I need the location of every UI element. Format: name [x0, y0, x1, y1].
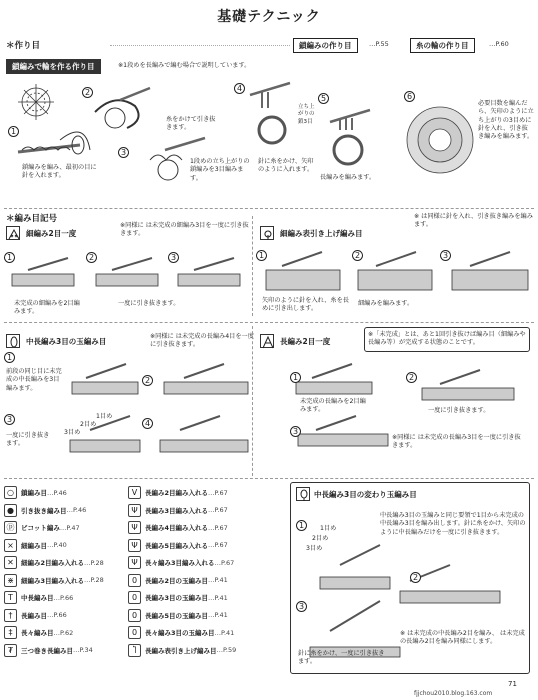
caption-fpsc-1: 矢印のように針を入れ、糸を長めに引き出します。	[262, 297, 349, 313]
stitch-symbol-icon: Ⴈ	[128, 644, 141, 657]
legend-label: 長編み表引き上げ編み目	[145, 646, 217, 655]
stitch-symbol-icon: T	[4, 591, 17, 604]
ref-ring-page: …P.60	[489, 40, 509, 48]
step-number-2: 2	[86, 252, 97, 263]
caption-step-6: 必要目数を編んだら、矢印のように立ち上がりの3目めに針を入れ、引き抜き編みを編みます。	[478, 100, 534, 141]
label-1st: 1目め	[96, 413, 113, 420]
legend-item	[4, 554, 128, 572]
legend-label: 長編み2目の玉編み目	[145, 576, 209, 585]
legend-label: 長編み5目の玉編み目	[145, 611, 209, 620]
stitch-symbol-icon: ⓟ	[4, 521, 17, 534]
stitch-symbol-icon: 0	[128, 574, 141, 587]
caption-step-1: 鎖編みを編み、最初の目に針を入れます。	[22, 164, 97, 180]
divider	[4, 478, 534, 479]
caption-step-3: 1段めの立ち上がりの鎖編みを3目編みます。	[190, 158, 250, 182]
step-number-6: 6	[404, 91, 415, 102]
caption-dc2tog-1: 未完成の長編みを2目編みます。	[300, 398, 366, 414]
legend-label: 長編み5目編み入れる	[145, 541, 209, 550]
legend-item	[128, 554, 288, 572]
asterisk-icon: ＊	[6, 41, 15, 51]
stitch-symbol-icon: ‡	[4, 626, 17, 639]
panel-note-fpsc: ※ は同様に針を入れ、引き抜き編みを編みます。	[414, 213, 533, 229]
legend-page-ref: …P.46	[47, 488, 67, 497]
legend-page-ref: …P.67	[214, 558, 235, 567]
variant-intro: 中長編み3目の玉編みと同じ要領で1目から未完成の中長編み3目を編み出します。針に糸をかけ、矢印のように中長編みだけを一度に引き抜きます。	[380, 512, 526, 536]
caption-step-4: 針に糸をかけ、矢印のように入れます。	[258, 158, 314, 174]
step-number-3: 3	[440, 250, 451, 261]
page-title: 基礎テクニック	[217, 9, 321, 25]
panel-note-sc2tog: ※同様に は未完成の細編み3目を一度に引き抜きます。	[120, 222, 249, 238]
stitch-symbol-icon: Ψ	[128, 539, 141, 552]
step-number-2: 2	[142, 375, 153, 386]
legend-item	[4, 624, 128, 642]
step-number-3: 3	[118, 147, 129, 158]
legend-page-ref: …P.41	[208, 593, 228, 602]
legend-page-ref: …P.41	[208, 611, 228, 620]
asterisk-icon: ＊	[6, 214, 15, 224]
legend-page-ref: …P.66	[47, 611, 67, 620]
stitch-symbol-icon: Ψ	[128, 504, 141, 517]
legend-label: 長編み2目編み入れる	[145, 489, 209, 498]
step-number-3: 3	[290, 426, 301, 437]
subhead-note: ※1段めを長編みで編む場合で説明しています。	[118, 62, 251, 69]
step-number-3: 3	[4, 414, 15, 425]
stitch-symbol-icon: Ψ	[128, 521, 141, 534]
legend-page-ref: …P.62	[53, 628, 74, 637]
legend-page-ref: …P.40	[47, 541, 67, 550]
step-number-1: 1	[296, 520, 307, 531]
legend-item	[4, 502, 128, 520]
variant-puff-symbol-icon	[296, 487, 310, 501]
caption-sc2tog-2: 一度に引き抜きます。	[118, 300, 180, 307]
legend-page-ref: …P.67	[208, 488, 228, 497]
legend-item	[4, 607, 128, 625]
step-number-1: 1	[4, 252, 15, 263]
stitch-symbol-icon: 0	[128, 609, 141, 622]
step-number-1: 1	[256, 250, 267, 261]
legend-page-ref: …P.34	[73, 646, 93, 655]
label-2nd: 2目め	[80, 421, 97, 428]
legend-item	[4, 642, 128, 660]
legend-page-ref: …P.59	[216, 646, 237, 655]
legend-label: 長々編み3目の玉編み目	[145, 629, 215, 638]
legend-item	[4, 484, 128, 502]
legend-label: 長編み4目編み入れる	[145, 524, 209, 533]
caption-variant-2: 針に糸をかけ、一度に引き抜きます。	[298, 650, 385, 666]
legend-item	[128, 589, 288, 607]
legend-page-ref: …P.67	[208, 523, 228, 532]
legend-label: 長々編み3目編み入れる	[145, 559, 215, 568]
legend-label: ピコット編み	[21, 524, 60, 533]
legend-label: 三つ巻き長編み目	[21, 646, 73, 655]
watermark: fjjchou2010.blog.163.com	[414, 690, 493, 697]
legend-item	[128, 537, 288, 555]
step-number-4: 4	[142, 418, 153, 429]
step-number-1: 1	[290, 372, 301, 383]
caption-fpsc-2: 細編みを編みます。	[358, 300, 414, 307]
step-number-1: 1	[8, 126, 19, 137]
legend-label: 細編み3目編み入れる	[21, 576, 85, 585]
legend-page-ref: …P.66	[53, 593, 74, 602]
step-number-2: 2	[352, 250, 363, 261]
label-1st: 1目め	[320, 525, 337, 532]
panel-note-hdc3-puff: ※同様に は未完成の長編み4目を一度に引き抜きます。	[150, 333, 254, 349]
caption-sc2tog-1: 未完成の細編みを2目編みます。	[14, 300, 80, 316]
step-number-5: 5	[318, 93, 329, 104]
panel-title-variant-puff: 中長編み3目の変わり玉編み目	[314, 490, 417, 499]
ref-chain-foundation: 鎖編みの作り目	[293, 38, 358, 53]
divider	[4, 322, 534, 323]
panel-title-sc2tog: 細編み2目一度	[26, 229, 77, 238]
caption-dc2tog-3: ※同様に は未完成の長編み3目を一度に引き抜きます。	[392, 434, 521, 450]
legend-page-ref: …P.67	[208, 541, 228, 550]
legend-item	[128, 502, 288, 520]
legend-item	[4, 572, 128, 590]
label-3rd: 3目め	[64, 429, 81, 436]
legend-item	[4, 519, 128, 537]
legend-label: 鎖編み目	[21, 489, 47, 498]
legend-page-ref: …P.47	[59, 523, 80, 532]
legend-page-ref: …P.28	[84, 576, 104, 585]
stitch-symbol-icon: ₮	[4, 644, 17, 657]
ref-chain-page: …P.55	[369, 40, 389, 48]
step-number-2: 2	[82, 87, 93, 98]
legend-item	[128, 572, 288, 590]
caption-hdc3-puff-1: 前段の同じ目に未完成の中長編みを3目編みます。	[6, 368, 62, 392]
legend-label: 引き抜き編み目	[21, 506, 67, 515]
label-2nd: 2目め	[312, 535, 329, 542]
hdc3-puff-symbol-icon	[6, 334, 20, 348]
legend-column-2	[128, 484, 288, 659]
legend-label: 中長編み目	[21, 594, 54, 603]
caption-dc2tog-2: 一度に引き抜きます。	[428, 407, 490, 414]
step-number-4: 4	[234, 83, 245, 94]
step-number-2: 2	[406, 372, 417, 383]
step-number-3: 3	[168, 252, 179, 263]
legend-page-ref: …P.28	[84, 558, 104, 567]
legend-page-ref: …P.41	[214, 628, 235, 637]
stitch-symbol-icon: ×	[4, 539, 17, 552]
step-number-2: 2	[410, 572, 421, 583]
dc2tog-symbol-icon	[260, 334, 274, 348]
section-label-foundation: ＊作り目	[6, 41, 41, 51]
step-number-1: 1	[4, 352, 15, 363]
stitch-symbol-icon: †	[4, 609, 17, 622]
panel-title-hdc3-puff: 中長編み3目の玉編み目	[26, 337, 107, 346]
stitch-symbol-icon: 0	[128, 626, 141, 639]
legend-label: 長編み目	[21, 611, 47, 620]
caption-hdc3-puff-3: 一度に引き抜きます。	[6, 432, 50, 448]
legend-item	[128, 607, 288, 625]
legend-item	[128, 642, 288, 660]
legend-label: 長編み3目編み入れる	[145, 506, 209, 515]
panel-note-dc2tog: ※「未完成」とは、あと1回引き抜けば編み目（細編みや長編み等）が完成する状態のことです。	[364, 327, 530, 352]
legend-item	[128, 624, 288, 642]
legend-page-ref: …P.67	[208, 506, 228, 515]
stitch-symbol-icon: Ψ	[128, 556, 141, 569]
section-label-symbols: ＊編み目記号	[6, 214, 58, 224]
caption-step-2: 糸をかけて引き抜きます。	[166, 116, 216, 132]
fpsc-symbol-icon	[260, 226, 274, 240]
legend-page-ref: …P.46	[66, 506, 87, 515]
panel-title-fpsc: 細編み表引き上げ編み目	[280, 229, 363, 238]
caption-step-4-side: 立ち上がりの鎖3目	[298, 104, 315, 125]
step-number-3: 3	[296, 601, 307, 612]
stitch-symbol-icon: ⋇	[4, 574, 17, 587]
divider	[4, 208, 534, 209]
legend-page-ref: …P.41	[208, 576, 228, 585]
legend-item	[128, 519, 288, 537]
stitch-symbol-icon: ○	[4, 486, 17, 499]
ref-ring-foundation: 糸の輪の作り目	[410, 38, 475, 53]
variant-note: ※ は未完成の中長編み2目を編み、 は未完成の長編み2目を編み同様にします。	[400, 630, 525, 646]
legend-label: 長編み3目の玉編み目	[145, 594, 209, 603]
stitch-symbol-icon: ✕	[4, 556, 17, 569]
stitch-symbol-icon: ●	[4, 504, 17, 517]
legend-label: 細編み目	[21, 541, 47, 550]
subhead-chain-ring: 鎖編みで輪を作る作り目	[6, 59, 101, 74]
panel-title-dc2tog: 長編み2目一度	[280, 337, 331, 346]
legend-label: 細編み2目編み入れる	[21, 559, 85, 568]
label-3rd: 3目め	[306, 545, 323, 552]
stitch-symbol-icon: 0	[128, 591, 141, 604]
stitch-symbol-icon: V	[128, 486, 141, 499]
legend-item	[4, 589, 128, 607]
sc2tog-illustrations	[0, 250, 250, 305]
page-number: 71	[508, 680, 517, 688]
legend-label: 長々編み目	[21, 629, 54, 638]
legend-item	[128, 484, 288, 502]
sc2tog-symbol-icon	[6, 226, 20, 240]
legend-column-1	[4, 484, 128, 659]
caption-step-5: 長編みを編みます。	[320, 174, 376, 181]
legend-item	[4, 537, 128, 555]
